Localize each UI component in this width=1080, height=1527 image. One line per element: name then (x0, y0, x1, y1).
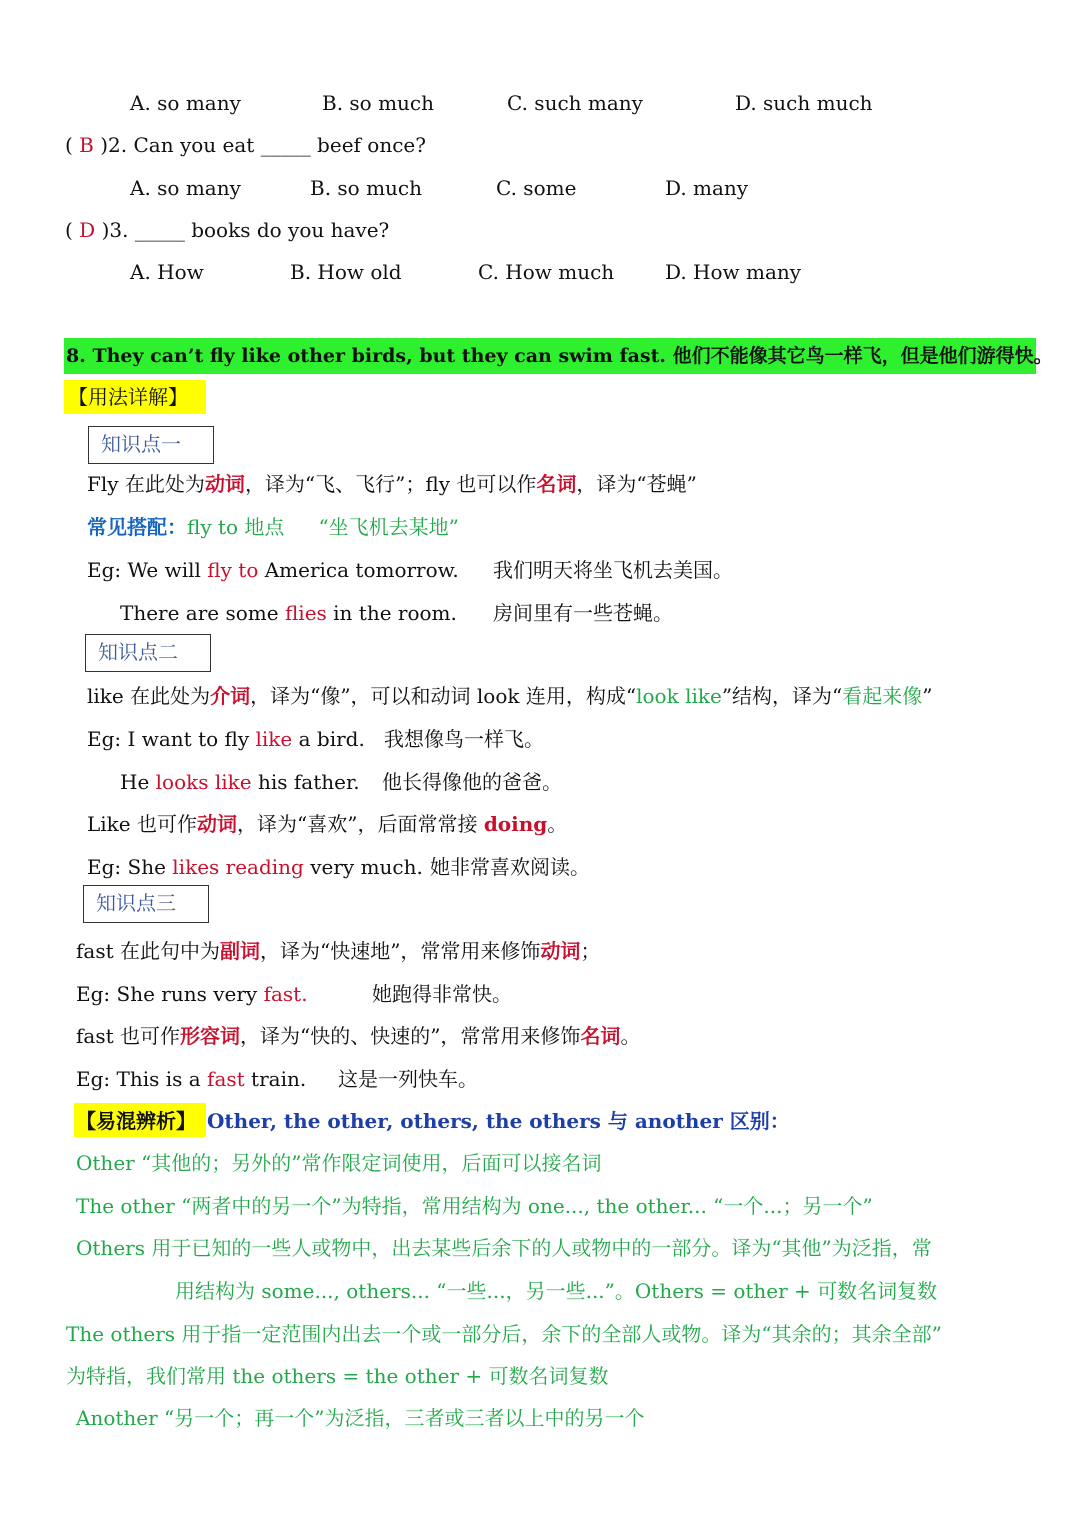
text: very much. (303, 855, 423, 879)
kp3-example-1 (76, 982, 308, 1006)
kp3-line1 (76, 939, 600, 963)
confuse-other: Other “其他的；另外的”常作限定词使用，后面可以接名词 (76, 1151, 602, 1175)
kp3-example-1-cn: 她跑得非常快。 (372, 982, 512, 1006)
q1-option-c: C. such many (507, 91, 643, 115)
q3-text: _____ books do you have? (134, 218, 390, 242)
q2-option-a: A. so many (130, 176, 241, 200)
keyword: like (255, 727, 293, 751)
text: fast 在此句中为 (76, 939, 220, 963)
text: ； (580, 939, 601, 963)
q3-number: 3. (109, 218, 129, 242)
text: ”结构，译为“ (721, 684, 843, 708)
confuse-another: Another “另一个；再一个”为泛指，三者或三者以上中的另一个 (76, 1406, 645, 1430)
kp1-example-1-cn: 我们明天将坐飞机去美国。 (493, 558, 733, 582)
q2-option-d: D. many (665, 176, 749, 200)
q2-paren-close: ) (93, 133, 109, 157)
kp2-example-1-cn: 我想像鸟一样飞。 (384, 727, 544, 751)
text: ，译为“快的、快速的”，常常用来修饰 (239, 1024, 581, 1048)
confuse-the-others-cont: 为特指，我们常用 the others = the other + 可数名词复数 (66, 1364, 609, 1388)
q2-option-b: B. so much (310, 176, 423, 200)
q3-option-b: B. How old (290, 260, 402, 284)
confuse-the-other: The other “两者中的另一个”为特指，常用结构为 one..., the other... “一个...；另一个” (76, 1194, 873, 1218)
text: Eg: This is a (76, 1067, 208, 1091)
confuse-title: Other, the other, others, the others 与 another 区别： (207, 1109, 790, 1133)
kp1-collocation-meaning: “坐飞机去某地” (318, 515, 459, 539)
keyword: fast. (263, 982, 308, 1006)
text: Eg: She (87, 855, 173, 879)
keyword: looks like (155, 770, 252, 794)
keyword: flies (284, 601, 327, 625)
knowledge-point-1-label: 知识点一 (88, 426, 214, 464)
kp1-example-1 (87, 558, 459, 582)
kp3-example-2-cn: 这是一列快车。 (338, 1067, 478, 1091)
q3-paren-close: ) (95, 218, 110, 242)
text: He (120, 770, 156, 794)
kp3-example-2 (76, 1067, 306, 1091)
q2-answer: B (79, 133, 94, 157)
q2-stem (65, 133, 426, 157)
text: America tomorrow. (258, 558, 459, 582)
text: fast 也可作 (76, 1024, 180, 1048)
confuse-label: 【易混辨析】 (76, 1109, 196, 1133)
q3-option-a: A. How (130, 260, 204, 284)
q3-option-c: C. How much (478, 260, 615, 284)
text: ” (922, 684, 933, 708)
text: 。 (620, 1024, 641, 1048)
text: Eg: We will (87, 558, 208, 582)
knowledge-point-3-label: 知识点三 (83, 885, 209, 923)
text: Eg: I want to fly (87, 727, 256, 751)
q1-option-a: A. so many (130, 91, 241, 115)
q2-text: Can you eat _____ beef once? (133, 133, 426, 157)
keyword: likes reading (172, 855, 304, 879)
confuse-the-others: The others 用于指一定范围内出去一个或一部分后，余下的全部人或物。译为“其余的；其余全部” (66, 1322, 942, 1346)
kp1-text: ，译为“飞、飞行”；fly 也可以作 (244, 472, 537, 496)
q2-paren-open: ( (65, 133, 80, 157)
text: 。 (547, 812, 568, 836)
q2-number: 2. (108, 133, 128, 157)
text: There are some (120, 601, 285, 625)
keyword: fast (207, 1067, 245, 1091)
section-heading: 8. They can’t fly like other birds, but they can swim fast. 他们不能像其它鸟一样飞，但是他们游得快。 (66, 345, 1053, 367)
text: Like 也可作 (87, 812, 197, 836)
text: ，译为“像”，可以和动词 look 连用，构成“ (250, 684, 637, 708)
kp1-verb: 动词 (204, 472, 245, 496)
q3-stem (65, 218, 389, 242)
kp1-text: ，译为“苍蝇” (576, 472, 697, 496)
kp2-example-2 (120, 770, 360, 794)
kp3-line2 (76, 1024, 640, 1048)
kp2-line1 (87, 684, 933, 708)
kp2-doing: doing (483, 812, 548, 836)
q1-option-b: B. so much (322, 91, 435, 115)
kp1-collocation-phrase: fly to 地点 (187, 515, 285, 539)
kp1-collocation-label: 常见搭配： (87, 515, 187, 539)
kp1-collocation (87, 515, 459, 539)
kp1-example-2-cn: 房间里有一些苍蝇。 (493, 601, 673, 625)
kp1-example-2 (120, 601, 457, 625)
text: train. (244, 1067, 307, 1091)
text: his father. (251, 770, 360, 794)
kp2-verb: 动词 (197, 812, 237, 836)
q3-option-d: D. How many (665, 260, 802, 284)
kp2-meaning: 看起来像 (842, 684, 923, 708)
kp3-noun: 名词 (580, 1024, 621, 1048)
kp1-text: Fly 在此处为 (87, 472, 205, 496)
kp2-example-2-cn: 他长得像他的爸爸。 (382, 770, 562, 794)
text: ，译为“喜欢”，后面常常接 (237, 812, 484, 836)
text: like 在此处为 (87, 684, 211, 708)
knowledge-point-2-label: 知识点二 (85, 634, 211, 672)
kp1-line1 (87, 472, 697, 496)
text: ，译为“快速地”，常常用来修饰 (259, 939, 541, 963)
kp2-look-like: look like (636, 684, 722, 708)
confuse-others: Others 用于已知的一些人或物中，出去某些后余下的人或物中的一部分。译为“其他”为泛指，常 (76, 1236, 932, 1260)
kp3-adverb: 副词 (219, 939, 260, 963)
q1-option-d: D. such much (735, 91, 873, 115)
keyword: fly to (207, 558, 259, 582)
kp1-noun: 名词 (536, 472, 577, 496)
confuse-others-cont: 用结构为 some..., others... “一些...，另一些...”。Others = other + 可数名词复数 (175, 1279, 938, 1303)
kp2-line2 (87, 812, 567, 836)
q3-answer: D (79, 218, 96, 242)
kp2-example-3-cn: 她非常喜欢阅读。 (430, 855, 590, 879)
text: Eg: She runs very (76, 982, 264, 1006)
text: a bird. (292, 727, 365, 751)
usage-label: 【用法详解】 (68, 385, 188, 409)
kp3-verb: 动词 (540, 939, 581, 963)
kp3-adjective: 形容词 (179, 1024, 240, 1048)
kp2-example-3 (87, 855, 423, 879)
text: in the room. (326, 601, 457, 625)
q3-paren-open: ( (65, 218, 80, 242)
q2-option-c: C. some (496, 176, 577, 200)
kp2-prep: 介词 (210, 684, 251, 708)
kp2-example-1 (87, 727, 365, 751)
